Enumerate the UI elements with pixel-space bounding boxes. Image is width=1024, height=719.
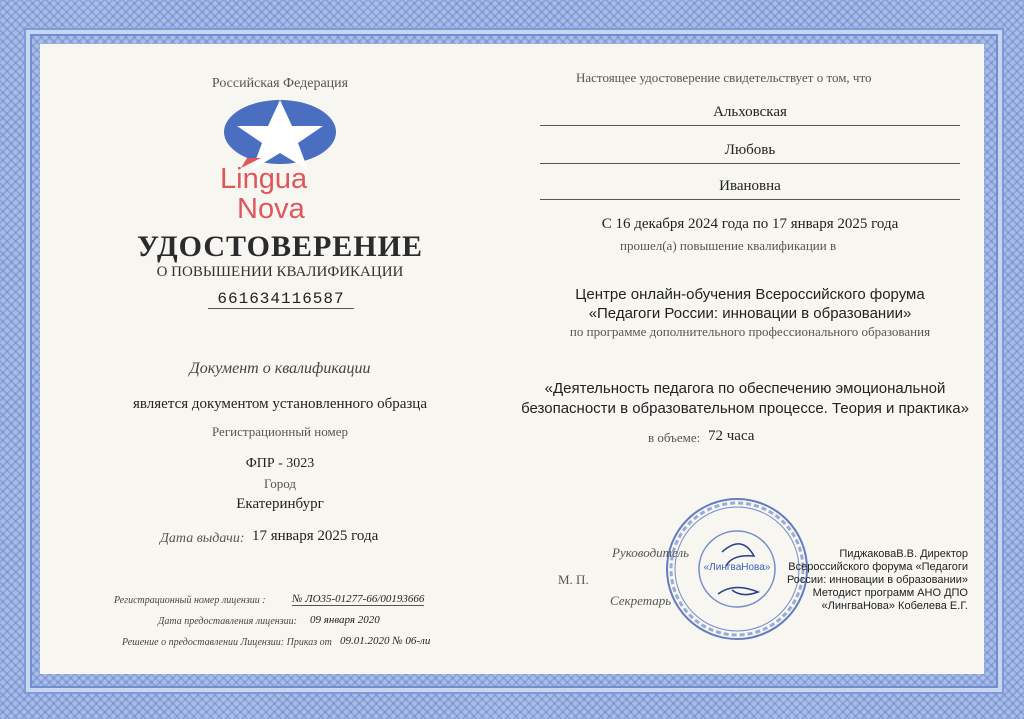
stamp-place-label: М. П. <box>558 572 589 587</box>
doc-caption: Документ о квалификации <box>189 360 371 377</box>
patronymic-field: Ивановна <box>540 178 960 200</box>
signer2-line-2: «ЛингваНова» Кобелева Е.Г. <box>821 600 968 612</box>
certificate-number: 661634116587 <box>208 290 354 309</box>
volume-label: в объеме: <box>648 430 701 445</box>
license-number-label: Регистрационный номер лицензии : <box>114 595 266 606</box>
certificate-title: УДОСТОВЕРЕНИЕ <box>137 230 423 263</box>
intro-text: Настоящее удостоверение свидетельствует о том, что <box>576 70 872 85</box>
org-line-2: «Педагоги России: инновации в образовании» <box>588 305 912 322</box>
name-field: Любовь <box>540 142 960 164</box>
country-label: Российская Федерация <box>211 76 349 91</box>
signer1-line-1: ПиджаковаВ.В. Директор <box>839 548 968 560</box>
license-date-label: Дата предоставления лицензии: <box>158 616 297 627</box>
course-line-1: «Деятельность педагога по обеспечению эмоциональной <box>544 380 946 397</box>
secretary-label: Секретарь <box>610 593 672 608</box>
surname-field: Альховская <box>540 104 960 126</box>
license-date: 09 января 2020 <box>310 614 380 626</box>
issue-date: 17 января 2025 года <box>252 528 379 544</box>
signer1-line-2: Всероссийского форума «Педагоги <box>788 561 968 573</box>
logo-word-nova: Nova <box>237 193 305 225</box>
license-number: № ЛО35-01277-66/00193666 <box>292 593 425 605</box>
volume-value: 72 часа <box>708 428 755 444</box>
license-decision-label: Решение о предоставлении Лицензии: Приказ от <box>122 637 332 648</box>
course-line-2: безопасности в образовательном процессе. Теория и практика» <box>521 400 969 417</box>
certificate-page <box>40 44 984 674</box>
city-label: Город <box>263 476 297 491</box>
study-period: С 16 декабря 2024 года по 17 января 2025 года <box>601 216 899 232</box>
signatory-block <box>762 548 968 613</box>
reg-number: ФПР - 3023 <box>245 456 315 471</box>
signer2-line-1: Методист программ АНО ДПО <box>812 587 968 599</box>
city: Екатеринбург <box>236 496 324 512</box>
program-label: по программе дополнительного профессионального образования <box>569 324 931 339</box>
org-line-1: Центре онлайн-обучения Всероссийского форума <box>575 286 925 303</box>
passed-text: прошел(а) повышение квалификации в <box>620 238 837 253</box>
signer1-line-3: России: инновации в образовании» <box>786 574 968 586</box>
head-label: Руководитель <box>612 545 690 560</box>
issue-date-label: Дата выдачи: <box>160 531 245 546</box>
reg-number-label: Регистрационный номер <box>212 424 348 439</box>
certificate-subtitle: О ПОВЫШЕНИИ КВАЛИФИКАЦИИ <box>156 264 404 280</box>
lingua-nova-logo <box>215 96 345 226</box>
doc-type: является документом установленного образца <box>133 396 427 412</box>
license-decision: 09.01.2020 № 06-ли <box>340 635 431 647</box>
logo-word-lingua: Lingua <box>220 163 308 195</box>
stamp-inner-text: «ЛингваНова» <box>703 562 771 573</box>
